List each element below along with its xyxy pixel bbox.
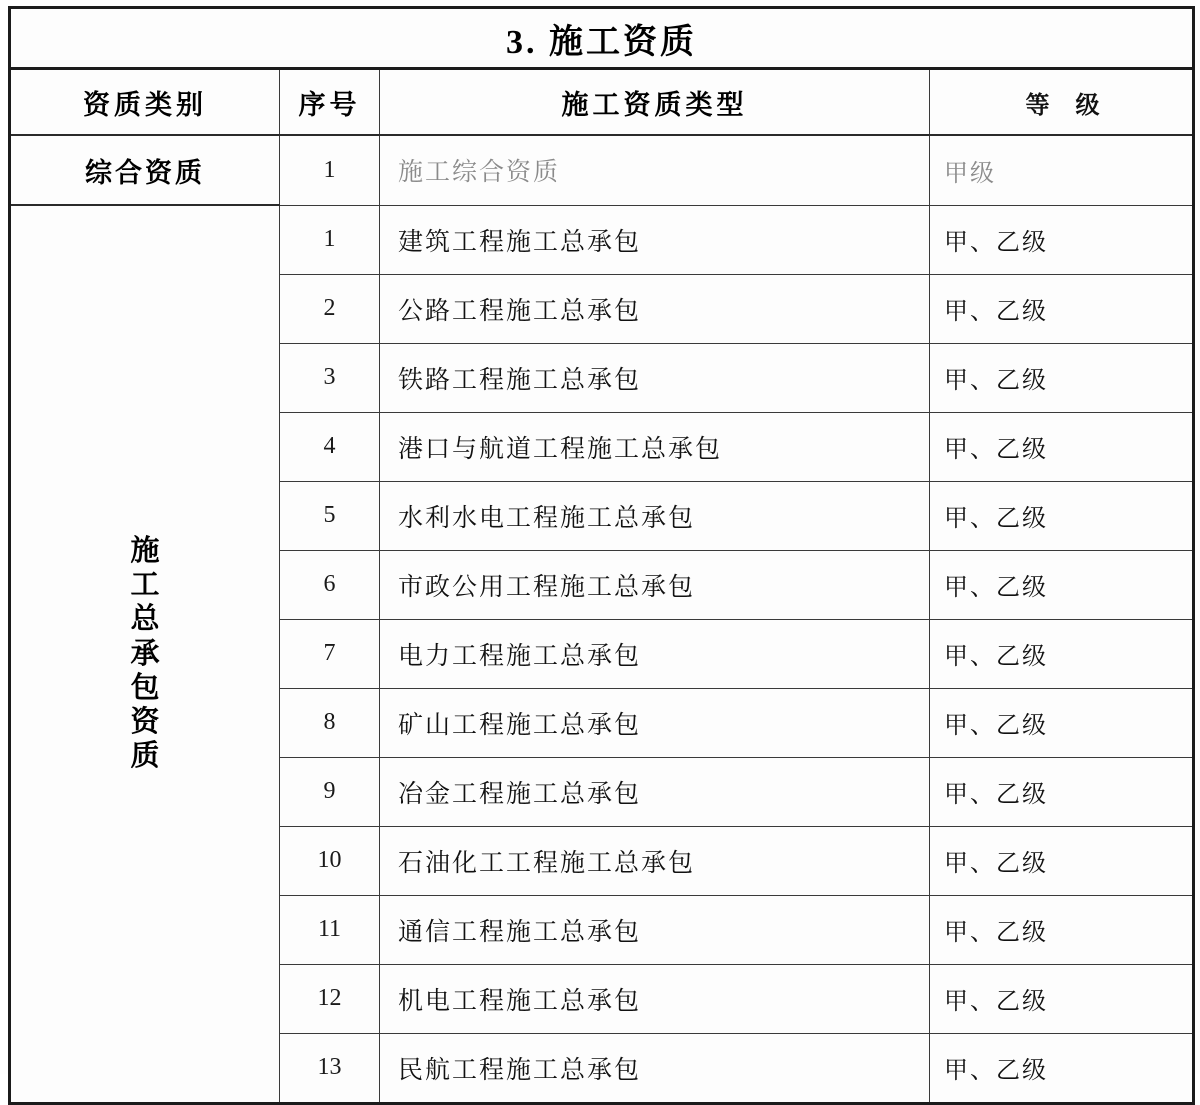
row-type: 铁路工程施工总承包 bbox=[380, 343, 930, 412]
category-char: 工 bbox=[130, 569, 160, 602]
row-type: 建筑工程施工总承包 bbox=[380, 205, 930, 274]
row-type: 民航工程施工总承包 bbox=[380, 1033, 930, 1103]
table-row bbox=[10, 135, 1194, 205]
row-grade: 甲、乙级 bbox=[930, 895, 1194, 964]
row-number: 11 bbox=[280, 895, 380, 964]
category-comprehensive: 综合资质 bbox=[10, 135, 280, 205]
category-char: 包 bbox=[130, 671, 160, 704]
row-type: 冶金工程施工总承包 bbox=[380, 757, 930, 826]
row-type: 电力工程施工总承包 bbox=[380, 619, 930, 688]
row-grade: 甲、乙级 bbox=[930, 757, 1194, 826]
row-grade: 甲、乙级 bbox=[930, 481, 1194, 550]
row-number: 1 bbox=[280, 205, 380, 274]
row-type: 矿山工程施工总承包 bbox=[380, 688, 930, 757]
row-number: 13 bbox=[280, 1033, 380, 1103]
row-number: 9 bbox=[280, 757, 380, 826]
row-number: 5 bbox=[280, 481, 380, 550]
column-header-type: 施工资质类型 bbox=[380, 69, 930, 136]
row-number: 7 bbox=[280, 619, 380, 688]
row-number: 8 bbox=[280, 688, 380, 757]
row-grade: 甲、乙级 bbox=[930, 274, 1194, 343]
row-number: 4 bbox=[280, 412, 380, 481]
construction-qualification-table bbox=[8, 6, 1195, 1105]
row-number: 1 bbox=[280, 135, 380, 205]
row-number: 10 bbox=[280, 826, 380, 895]
column-header-category: 资质类别 bbox=[10, 69, 280, 136]
row-type: 公路工程施工总承包 bbox=[380, 274, 930, 343]
table-header-row bbox=[10, 69, 1194, 136]
row-type: 通信工程施工总承包 bbox=[380, 895, 930, 964]
category-char: 承 bbox=[130, 637, 160, 670]
row-number: 12 bbox=[280, 964, 380, 1033]
row-type: 施工综合资质 bbox=[380, 135, 930, 205]
table-title-row bbox=[10, 8, 1194, 69]
page-title: 3. 施工资质 bbox=[10, 8, 1194, 69]
row-type: 石油化工工程施工总承包 bbox=[380, 826, 930, 895]
category-char: 资 bbox=[130, 706, 160, 739]
column-header-grade: 等 级 bbox=[930, 69, 1194, 136]
row-grade: 甲、乙级 bbox=[930, 412, 1194, 481]
row-grade: 甲、乙级 bbox=[930, 619, 1194, 688]
row-number: 3 bbox=[280, 343, 380, 412]
category-char: 施 bbox=[130, 534, 160, 567]
row-grade: 甲、乙级 bbox=[930, 1033, 1194, 1103]
row-grade: 甲、乙级 bbox=[930, 550, 1194, 619]
row-number: 6 bbox=[280, 550, 380, 619]
row-type: 机电工程施工总承包 bbox=[380, 964, 930, 1033]
row-grade: 甲级 bbox=[930, 135, 1194, 205]
row-grade: 甲、乙级 bbox=[930, 343, 1194, 412]
row-grade: 甲、乙级 bbox=[930, 826, 1194, 895]
table-row bbox=[10, 205, 1194, 274]
row-type: 港口与航道工程施工总承包 bbox=[380, 412, 930, 481]
row-number: 2 bbox=[280, 274, 380, 343]
column-header-number: 序号 bbox=[280, 69, 380, 136]
category-general-contracting bbox=[10, 205, 280, 1103]
row-type: 市政公用工程施工总承包 bbox=[380, 550, 930, 619]
row-type: 水利水电工程施工总承包 bbox=[380, 481, 930, 550]
row-grade: 甲、乙级 bbox=[930, 688, 1194, 757]
row-grade: 甲、乙级 bbox=[930, 205, 1194, 274]
row-grade: 甲、乙级 bbox=[930, 964, 1194, 1033]
category-general-contracting-vertical-text bbox=[11, 534, 279, 774]
category-char: 总 bbox=[130, 603, 160, 636]
category-char: 质 bbox=[130, 740, 160, 773]
